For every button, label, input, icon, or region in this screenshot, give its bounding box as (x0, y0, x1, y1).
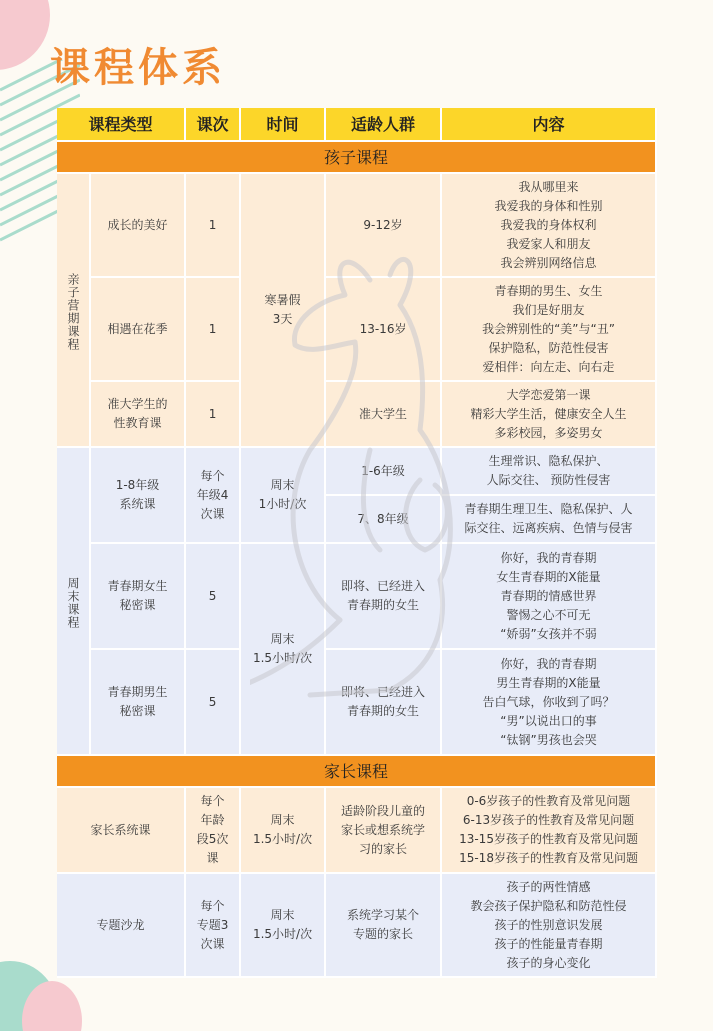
section-kids (57, 142, 657, 174)
course-time: 周末 1小时/次 (241, 448, 326, 544)
course-name: 家长系统课 (57, 788, 186, 874)
content-line: 我们是好朋友 (512, 302, 585, 317)
header-age: 适龄人群 (326, 108, 442, 142)
course-age: 适龄阶段儿童的 家长或想系统学 习的家长 (326, 788, 442, 874)
content-line: “男”以说出口的事 (500, 713, 597, 728)
kangaroo-watermark (250, 250, 510, 730)
course-content (442, 874, 657, 978)
section-parents (57, 756, 657, 788)
course-time: 周末 1.5小时/次 (241, 874, 326, 978)
content-line: 孩子的两性情感 (506, 879, 591, 894)
course-content (442, 788, 657, 874)
table-row (57, 874, 657, 978)
content-line: 我会辨别网络信息 (500, 255, 597, 270)
course-age: 1-6年级 (326, 448, 442, 496)
course-name: 专题沙龙 (57, 874, 186, 978)
course-time: 寒暑假 3天 (241, 174, 326, 448)
content-line: 保护隐私，防范性侵害 (488, 340, 609, 355)
content-line: 爱相伴：向左走、向右走 (482, 359, 615, 374)
content-line: 我从哪里来 (518, 179, 579, 194)
course-count: 1 (186, 278, 241, 382)
course-name: 青春期女生 秘密课 (91, 544, 186, 650)
course-age: 13-16岁 (326, 278, 442, 382)
content-line: 13-15岁孩子的性教育及常见问题 (459, 832, 638, 846)
section-title: 家长课程 (57, 756, 657, 788)
page-title: 课程体系 (50, 45, 226, 91)
course-count: 每个 专题3 次课 (186, 874, 241, 978)
course-count: 5 (186, 544, 241, 650)
content-line: 0-6岁孩子的性教育及常见问题 (466, 794, 631, 808)
content-line: 生理常识、隐私保护、 (488, 454, 609, 468)
content-line: 大学恋爱第一课 (506, 387, 591, 402)
course-age: 系统学习某个 专题的家长 (326, 874, 442, 978)
course-time: 周末 1.5小时/次 (241, 544, 326, 756)
course-age: 准大学生 (326, 382, 442, 448)
table-row (57, 788, 657, 874)
content-line: 人际交往、 预防性侵害 (486, 473, 611, 487)
group-label: 周末课程 (57, 448, 91, 756)
course-age: 7、8年级 (326, 496, 442, 544)
content-line: 15-18岁孩子的性教育及常见问题 (459, 851, 638, 865)
course-count: 每个 年级4 次课 (186, 448, 241, 544)
course-age: 9-12岁 (326, 174, 442, 278)
content-line: 际交往、远离疾病、色情与侵害 (464, 521, 633, 535)
header-content: 内容 (442, 108, 657, 142)
content-line: 精彩大学生活，健康安全人生 (470, 406, 627, 421)
header-count: 课次 (186, 108, 241, 142)
content-line: 孩子的性能量青春期 (494, 936, 603, 951)
content-line: 你好，我的青春期 (500, 550, 597, 565)
content-line: 青春期生理卫生、隐私保护、人 (464, 502, 633, 516)
course-count: 每个 年龄 段5次 课 (186, 788, 241, 874)
content-line: 多彩校园，多姿男女 (494, 425, 603, 440)
course-age: 即将、已经进入 青春期的女生 (326, 544, 442, 650)
content-line: 我会辨别性的“美”与“丑” (482, 321, 615, 336)
course-name: 准大学生的 性教育课 (91, 382, 186, 448)
course-name: 相遇在花季 (91, 278, 186, 382)
course-name: 1-8年级 系统课 (91, 448, 186, 544)
content-line: 女生青春期的X能量 (496, 569, 601, 584)
content-line: “钛钢”男孩也会哭 (500, 732, 597, 747)
section-title: 孩子课程 (57, 142, 657, 174)
header-type: 课程类型 (57, 108, 186, 142)
content-line: 我爱家人和朋友 (506, 236, 591, 251)
course-age: 即将、已经进入 青春期的女生 (326, 650, 442, 756)
course-name: 成长的美好 (91, 174, 186, 278)
content-line: “娇弱”女孩并不弱 (500, 626, 597, 641)
content-line: 男生青春期的X能量 (496, 675, 601, 690)
header-time: 时间 (241, 108, 326, 142)
content-line: 教会孩子保护隐私和防范性侵 (470, 898, 627, 913)
course-name: 青春期男生 秘密课 (91, 650, 186, 756)
course-count: 1 (186, 174, 241, 278)
content-line: 我爱我的身体和性别 (494, 198, 603, 213)
content-line: 孩子的身心变化 (506, 955, 591, 970)
table-header (57, 108, 657, 142)
content-line: 警惕之心不可无 (506, 607, 591, 622)
course-count: 5 (186, 650, 241, 756)
group-label: 亲子营期课程 (57, 174, 91, 448)
content-line: 你好，我的青春期 (500, 656, 597, 671)
content-line: 我爱我的身体权利 (500, 217, 597, 232)
content-line: 告白气球，你收到了吗？ (482, 694, 615, 709)
content-line: 6-13岁孩子的性教育及常见问题 (462, 813, 635, 827)
course-count: 1 (186, 382, 241, 448)
course-time: 周末 1.5小时/次 (241, 788, 326, 874)
content-line: 青春期的情感世界 (500, 588, 597, 603)
content-line: 孩子的性别意识发展 (494, 917, 603, 932)
content-line: 青春期的男生、女生 (494, 283, 603, 298)
